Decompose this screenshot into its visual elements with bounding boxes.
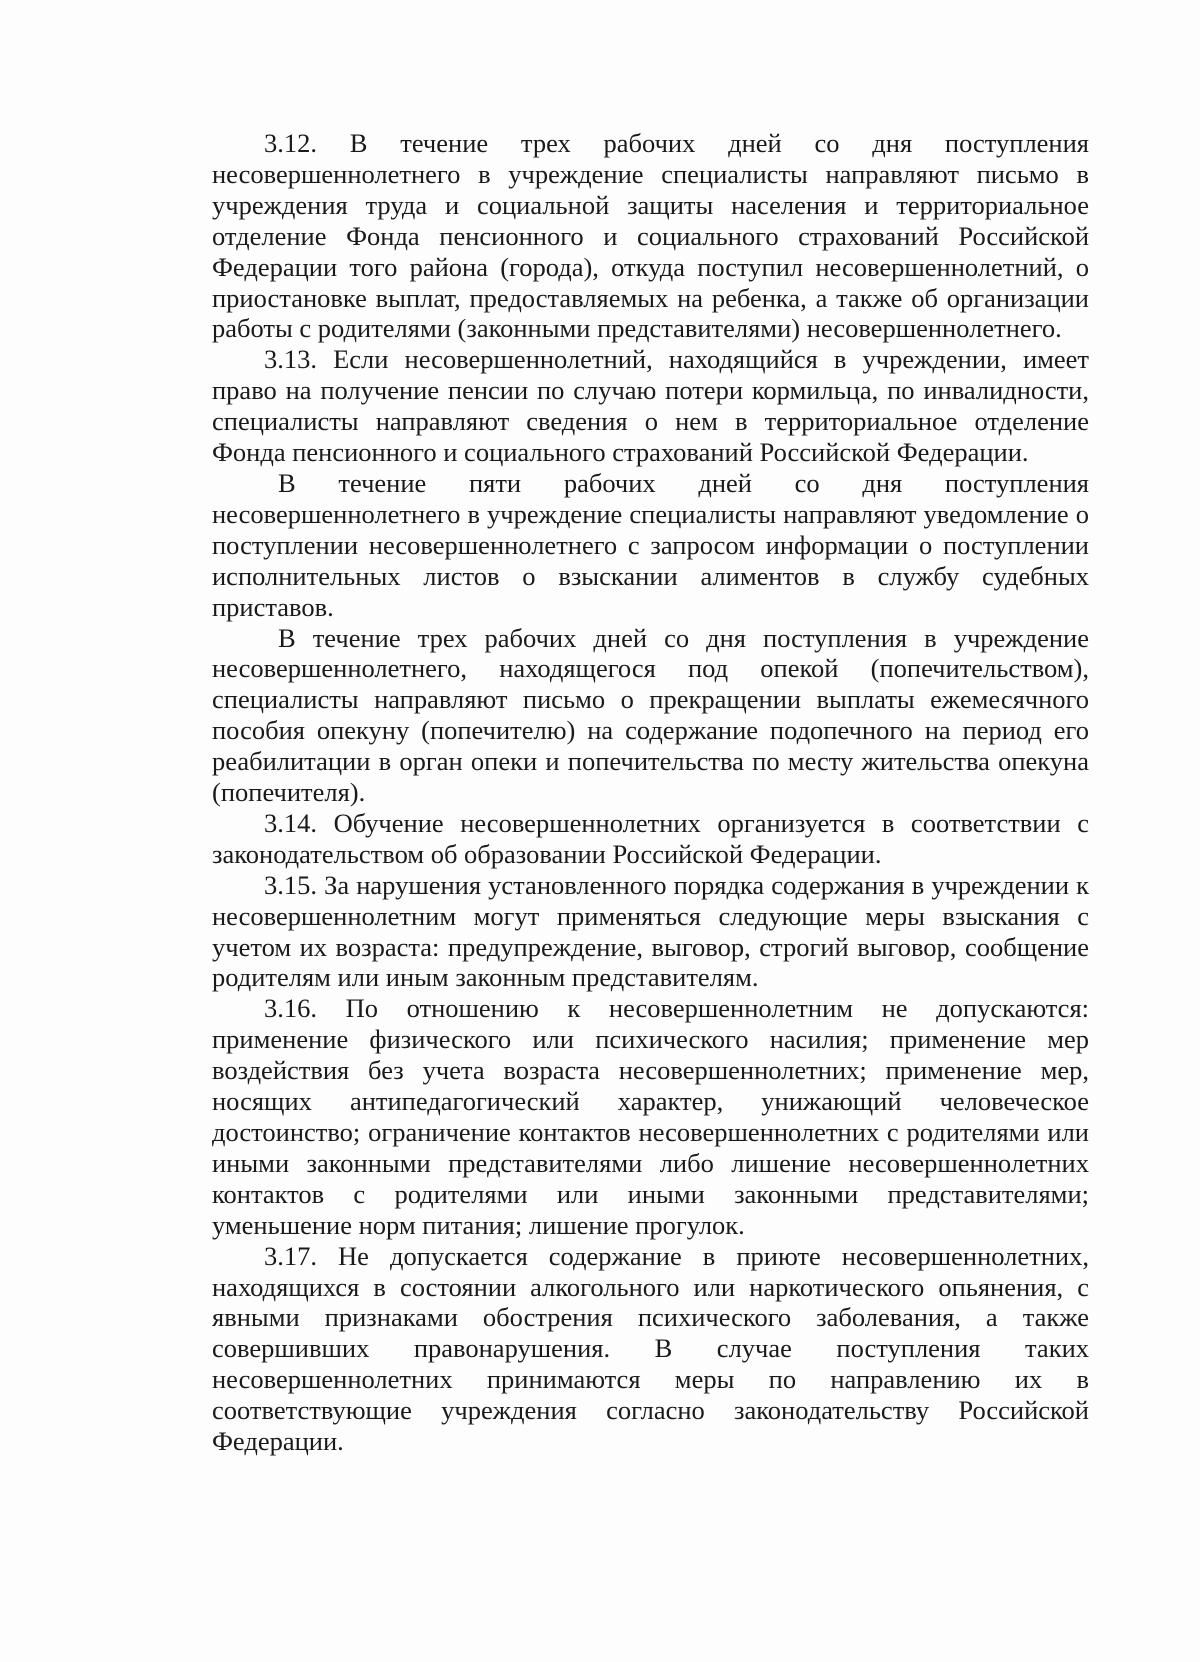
paragraph-guardianship-letter: В течение трех рабочих дней со дня поступления в учреждение несовершеннолетнего, находящегося под опекой (попечительством), специалисты направляют письмо о прекращении выплаты ежемесячного пособия опекуну (попечителю) на содержание подопечного на период его реабилитации в орган опеки и попечительства по месту жительства опекуна (попечителя).: [212, 622, 1089, 808]
paragraph-3-14: 3.14. Обучение несовершеннолетних организуется в соответствии с законодательством об образовании Российской Федерации.: [212, 807, 1089, 869]
paragraph-3-17: 3.17. Не допускается содержание в приюте несовершеннолетних, находящихся в состоянии алкогольного или наркотического опьянения, с явными признаками обострения психического заболевания, а также совершивших правонарушения. В случае поступления таких несовершеннолетних принимаются меры по направлению их в соответствующие учреждения согласно законодательству Российской Федерации.: [212, 1240, 1089, 1457]
paragraph-3-12: 3.12. В течение трех рабочих дней со дня поступления несовершеннолетнего в учреждение специалисты направляют письмо в учреждения труда и социальной защиты населения и территориальное отделение Фонда пенсионного и социального страхований Российской Федерации того района (города), откуда поступил несовершеннолетний, о приостановке выплат, предоставляемых на ребенка, а также об организации работы с родителями (законными представителями) несовершеннолетнего.: [212, 128, 1089, 344]
paragraph-alimony-notice: В течение пяти рабочих дней со дня поступления несовершеннолетнего в учреждение специалисты направляют уведомление о поступлении несовершеннолетнего с запросом информации о поступлении исполнительных листов о взыскании алиментов в службу судебных приставов.: [212, 467, 1089, 622]
paragraph-3-15: 3.15. За нарушения установленного порядка содержания в учреждении к несовершеннолетним могут применяться следующие меры взыскания с учетом их возраста: предупреждение, выговор, строгий выговор, сообщение родителям или иным законным представителям.: [212, 869, 1089, 993]
paragraph-3-16: 3.16. По отношению к несовершеннолетним не допускаются: применение физического или психического насилия; применение мер воздействия без учета возраста несовершеннолетних; применение мер, носящих антипедагогический характер, унижающий человеческое достоинство; ограничение контактов несовершеннолетних с родителями или иными законными представителями либо лишение несовершеннолетних контактов с родителями или иными законными представителями; уменьшение норм питания; лишение прогулок.: [212, 993, 1089, 1240]
document-body: [212, 128, 1089, 1457]
paragraph-3-13: 3.13. Если несовершеннолетний, находящийся в учреждении, имеет право на получение пенсии по случаю потери кормильца, по инвалидности, специалисты направляют сведения о нем в территориальное отделение Фонда пенсионного и социального страхований Российской Федерации.: [212, 344, 1089, 468]
